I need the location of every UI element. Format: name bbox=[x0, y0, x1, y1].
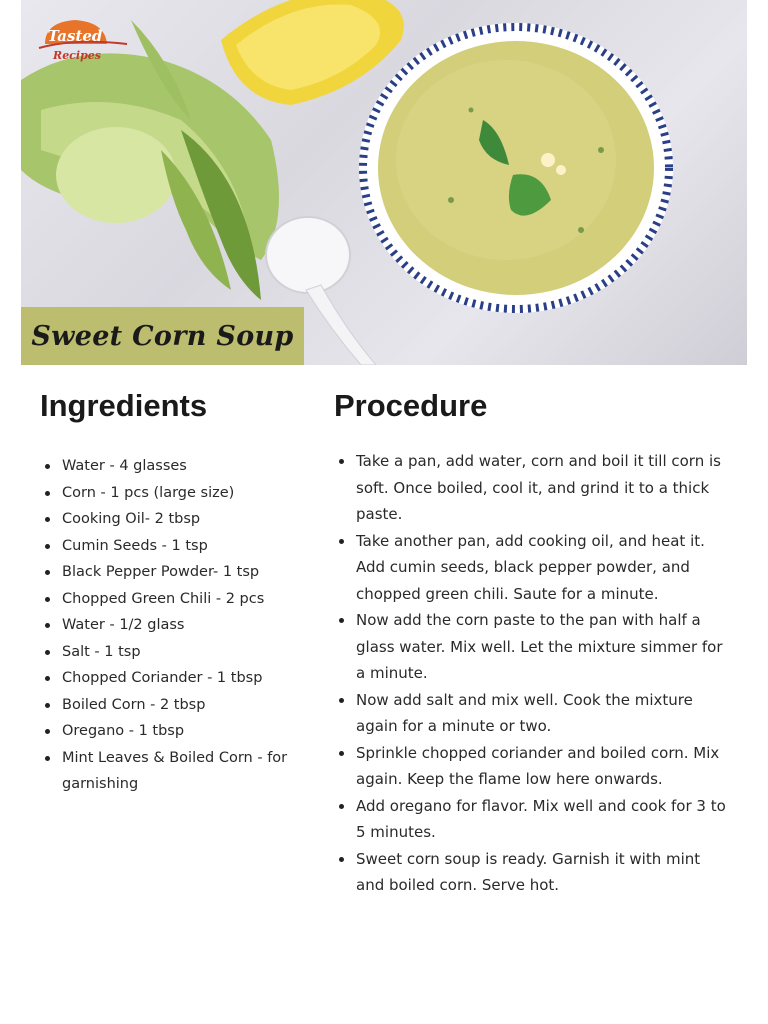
title-band bbox=[21, 307, 304, 365]
ingredient-item: Cumin Seeds - 1 tsp bbox=[40, 533, 310, 560]
ingredient-item: Boiled Corn - 2 tbsp bbox=[40, 692, 310, 719]
procedure-step: Add oregano for flavor. Mix well and cook for 3 to 5 minutes. bbox=[334, 793, 729, 846]
ingredients-section bbox=[40, 388, 310, 798]
ingredients-list bbox=[40, 453, 310, 798]
tasted-recipes-logo bbox=[35, 14, 131, 64]
procedure-step: Sweet corn soup is ready. Garnish it with mint and boiled corn. Serve hot. bbox=[334, 846, 729, 899]
logo-text-tasted: Tasted bbox=[47, 27, 103, 45]
ingredient-item: Chopped Coriander - 1 tbsp bbox=[40, 665, 310, 692]
procedure-heading: Procedure bbox=[334, 388, 488, 423]
ingredient-item: Chopped Green Chili - 2 pcs bbox=[40, 586, 310, 613]
ingredient-item: Water - 1/2 glass bbox=[40, 612, 310, 639]
procedure-step: Sprinkle chopped coriander and boiled corn. Mix again. Keep the flame low here onwards. bbox=[334, 740, 729, 793]
procedure-step: Take another pan, add cooking oil, and heat it. Add cumin seeds, black pepper powder, and chopped green chili. Saute for a minute. bbox=[334, 528, 729, 608]
ingredients-heading: Ingredients bbox=[40, 388, 208, 423]
corn-cob-illustration bbox=[221, 0, 404, 105]
procedure-step: Now add salt and mix well. Cook the mixture again for a minute or two. bbox=[334, 687, 729, 740]
soup-bowl-illustration bbox=[359, 23, 673, 313]
procedure-list bbox=[334, 448, 729, 899]
ingredient-item: Cooking Oil- 2 tbsp bbox=[40, 506, 310, 533]
ingredient-item: Black Pepper Powder- 1 tsp bbox=[40, 559, 310, 586]
ingredient-item: Salt - 1 tsp bbox=[40, 639, 310, 666]
ingredient-item: Corn - 1 pcs (large size) bbox=[40, 480, 310, 507]
procedure-section bbox=[334, 388, 729, 899]
ingredient-item: Oregano - 1 tbsp bbox=[40, 718, 310, 745]
procedure-step: Take a pan, add water, corn and boil it till corn is soft. Once boiled, cool it, and grind it to a thick paste. bbox=[334, 448, 729, 528]
logo-text-recipes: Recipes bbox=[53, 49, 101, 62]
ingredient-item: Mint Leaves & Boiled Corn - for garnishing bbox=[40, 745, 310, 798]
procedure-step: Now add the corn paste to the pan with half a glass water. Mix well. Let the mixture simmer for a minute. bbox=[334, 607, 729, 687]
recipe-title: Sweet Corn Soup bbox=[31, 320, 294, 352]
ingredient-item: Water - 4 glasses bbox=[40, 453, 310, 480]
